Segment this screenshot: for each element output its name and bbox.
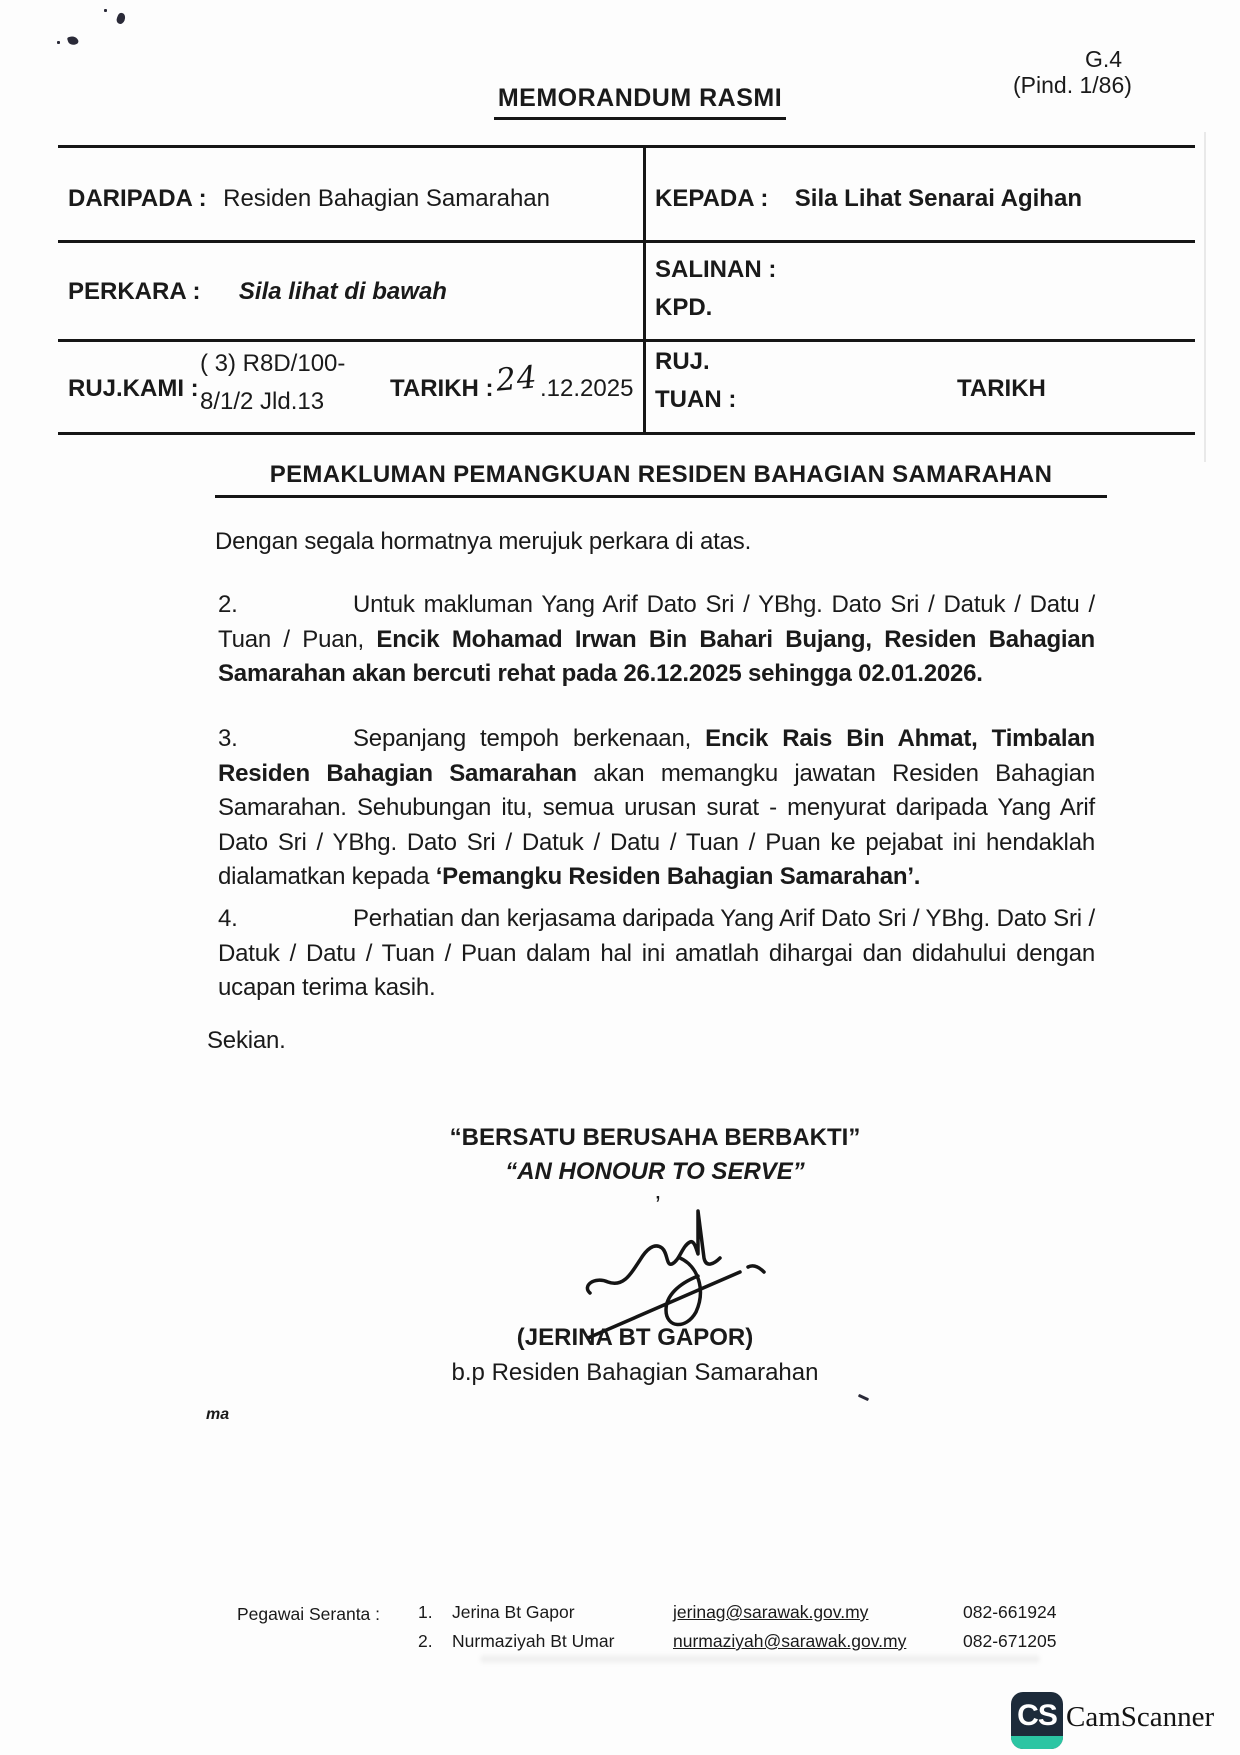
perkara-field <box>68 278 447 306</box>
ruj-kami-ref-line1: ( 3) R8D/100- <box>200 350 346 377</box>
ink-speck <box>67 35 79 47</box>
header-table <box>58 145 1195 435</box>
subject-heading: PEMAKLUMAN PEMANGKUAN RESIDEN BAHAGIAN SAMARAHAN <box>215 461 1107 498</box>
signer-name: (JERINA BT GAPOR) <box>516 1324 754 1351</box>
typist-initials: ma <box>206 1406 230 1423</box>
paragraph-number: 4. <box>218 905 238 932</box>
daripada-label: DARIPADA : <box>68 185 207 212</box>
pen-mark: ’ <box>655 1190 661 1220</box>
contact-number: 2. <box>418 1631 433 1651</box>
paragraph-text: Untuk makluman Yang Arif Dato Sri / YBhg. Dato Sri / Datuk / Datu / Tuan / Puan, Encik Mohamad Irwan Bin Bahari Bujang, Residen Bahagian Samarahan akan bercuti rehat pada 26.12.2025 sehingga 02.01.2026. <box>218 591 1096 688</box>
contact-number: 1. <box>418 1602 433 1622</box>
camscanner-icon <box>1011 1692 1063 1749</box>
ink-speck <box>57 41 60 44</box>
contact-phone: 082-671205 <box>963 1631 1057 1651</box>
signer-capacity: b.p Residen Bahagian Samarahan <box>451 1359 819 1386</box>
daripada-value: Residen Bahagian Samarahan <box>223 185 551 212</box>
closing-word: Sekian. <box>207 1027 286 1054</box>
ink-speck <box>115 12 127 25</box>
salinan-label: SALINAN : <box>655 256 777 283</box>
camscanner-icon-letters: CS <box>1017 1698 1057 1732</box>
contact-name: Nurmaziyah Bt Umar <box>452 1631 615 1651</box>
table-divider-row2 <box>58 339 1195 342</box>
scan-smudge <box>480 1655 1040 1663</box>
form-code: G.4 <box>1085 46 1123 72</box>
table-border-bottom <box>58 432 1195 435</box>
opening-paragraph: Dengan segala hormatnya merujuk perkara di atas. <box>215 528 752 555</box>
tarikh-label: TARIKH : <box>390 375 494 402</box>
form-revision: (Pind. 1/86) <box>1013 72 1132 98</box>
paragraph-4 <box>218 902 1095 1006</box>
ruj-tuan-line2: TUAN : <box>655 386 737 413</box>
kepada-value: Sila Lihat Senarai Agihan <box>794 185 1082 212</box>
paragraph-number: 3. <box>218 725 238 752</box>
camscanner-icon-strip <box>1011 1736 1063 1749</box>
ruj-kami-ref-line2: 8/1/2 Jld.13 <box>200 388 325 415</box>
pegawai-seranta-label: Pegawai Seranta : <box>237 1604 381 1624</box>
paragraph-text: Perhatian dan kerjasama daripada Yang Arif Dato Sri / YBhg. Dato Sri / Datuk / Datu / Tuan / Puan dalam hal ini amatlah dihargai dan didahului dengan ucapan terima kasih. <box>218 905 1095 1002</box>
contact-email: nurmaziyah@sarawak.gov.my <box>673 1631 907 1651</box>
motto-line-2: “AN HONOUR TO SERVE” <box>505 1158 805 1185</box>
memo-title <box>40 84 1240 120</box>
kepada-label: KEPADA : <box>655 185 769 212</box>
contact-phone: 082-661924 <box>963 1602 1057 1622</box>
daripada-field <box>68 185 550 213</box>
perkara-value: Sila lihat di bawah <box>238 278 447 305</box>
paragraph-number: 2. <box>218 591 238 618</box>
table-divider-row1 <box>58 240 1195 243</box>
salinan-kpd: KPD. <box>655 294 713 321</box>
tarikh-right-label: TARIKH <box>957 375 1046 402</box>
perkara-label: PERKARA : <box>68 278 201 305</box>
kepada-field <box>655 185 1082 213</box>
table-border-top <box>58 145 1195 148</box>
ink-speck <box>104 9 107 12</box>
table-divider-vertical <box>643 145 646 435</box>
paragraph-3 <box>218 722 1095 895</box>
ruj-kami-label: RUJ.KAMI : <box>68 375 199 402</box>
paragraph-2 <box>218 588 1095 692</box>
contact-name: Jerina Bt Gapor <box>452 1602 575 1622</box>
memo-title-text: MEMORANDUM RASMI <box>494 84 786 120</box>
handwritten-date-day: 24 <box>494 359 539 399</box>
page-edge-shadow <box>1204 132 1206 462</box>
motto-line-1: “BERSATU BERUSAHA BERBAKTI” <box>449 1124 861 1151</box>
pen-tick <box>858 1394 869 1401</box>
tarikh-typed: .12.2025 <box>540 375 634 402</box>
contact-email: jerinag@sarawak.gov.my <box>673 1602 869 1622</box>
ruj-tuan-line1: RUJ. <box>655 348 710 375</box>
camscanner-brand: CamScanner <box>1066 1701 1215 1733</box>
paragraph-text: Sepanjang tempoh berkenaan, Encik Rais Bin Ahmat, Timbalan Residen Bahagian Samarahan akan memangku jawatan Residen Bahagian Samarahan. Sehubungan itu, semua urusan surat - menyurat daripada Yang Arif Dato Sri / YBhg. Dato Sri / Datuk / Datu / Tuan / Puan ke pejabat ini hendaklah dialamatkan kepada ‘Pemangku Residen Bahagian Samarahan’. <box>218 725 1095 891</box>
